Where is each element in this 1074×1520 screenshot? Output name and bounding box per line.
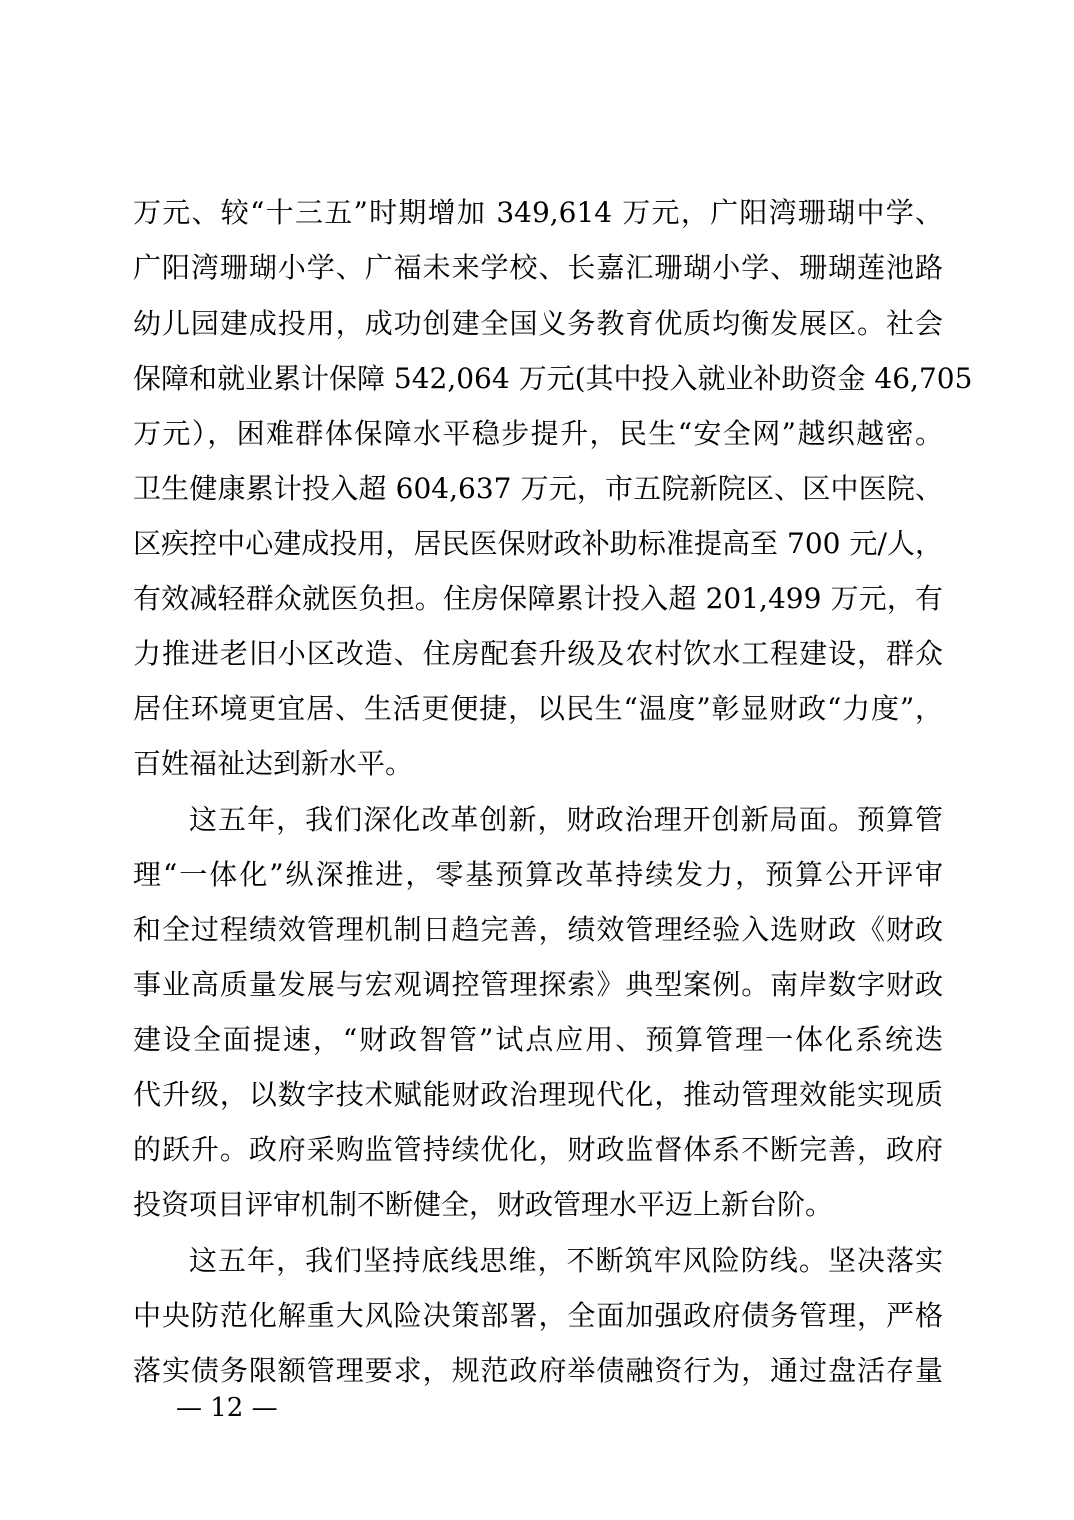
paragraph-1-line-9: 力推进老旧小区改造、住房配套升级及农村饮水工程建设，群众 (133, 637, 943, 670)
paragraph-1-line-2: 广阳湾珊瑚小学、广福未来学校、长嘉汇珊瑚小学、珊瑚莲池路 (133, 251, 943, 284)
paragraph-1-line-4: 保障和就业累计保障 542,064 万元(其中投入就业补助资金 46,705 (133, 362, 973, 395)
paragraph-1-line-5: 万元），困难群体保障水平稳步提升，民生“安全网”越织越密。 (133, 417, 943, 450)
paragraph-2-line-2: 理“一体化”纵深推进，零基预算改革持续发力，预算公开评审 (133, 858, 943, 891)
paragraph-2-line-7: 的跃升。政府采购监管持续优化，财政监督体系不断完善，政府 (133, 1133, 943, 1166)
paragraph-1-line-7: 区疾控中心建成投用，居民医保财政补助标准提高至 700 元/人， (133, 527, 943, 560)
paragraph-3-line-1: 这五年，我们坚持底线思维，不断筑牢风险防线。坚决落实 (189, 1244, 943, 1277)
paragraph-3-line-2: 中央防范化解重大风险决策部署，全面加强政府债务管理，严格 (133, 1299, 943, 1332)
page-number: — 12 — (176, 1393, 278, 1423)
paragraph-1-line-10: 居住环境更宜居、生活更便捷，以民生“温度”彰显财政“力度”， (133, 692, 943, 725)
paragraph-1-line-11: 百姓福祉达到新水平。 (133, 747, 414, 780)
paragraph-2-line-8: 投资项目评审机制不断健全，财政管理水平迈上新台阶。 (133, 1188, 834, 1221)
paragraph-1-line-1: 万元、较“十三五”时期增加 349,614 万元，广阳湾珊瑚中学、 (133, 196, 943, 229)
paragraph-2-line-5: 建设全面提速，“财政智管”试点应用、预算管理一体化系统迭 (133, 1023, 943, 1056)
paragraph-3-line-3: 落实债务限额管理要求，规范政府举债融资行为，通过盘活存量 (133, 1354, 943, 1387)
paragraph-2-line-6: 代升级，以数字技术赋能财政治理现代化，推动管理效能实现质 (133, 1078, 943, 1111)
paragraph-1-line-6: 卫生健康累计投入超 604,637 万元，市五院新院区、区中医院、 (133, 472, 943, 505)
paragraph-2-line-4: 事业高质量发展与宏观调控管理探索》典型案例。南岸数字财政 (133, 968, 943, 1001)
paragraph-2-line-1: 这五年，我们深化改革创新，财政治理开创新局面。预算管 (189, 803, 943, 836)
paragraph-2-line-3: 和全过程绩效管理机制日趋完善，绩效管理经验入选财政《财政 (133, 913, 943, 946)
paragraph-1-line-8: 有效减轻群众就医负担。住房保障累计投入超 201,499 万元，有 (133, 582, 943, 615)
paragraph-1-line-3: 幼儿园建成投用，成功创建全国义务教育优质均衡发展区。社会 (133, 307, 943, 340)
